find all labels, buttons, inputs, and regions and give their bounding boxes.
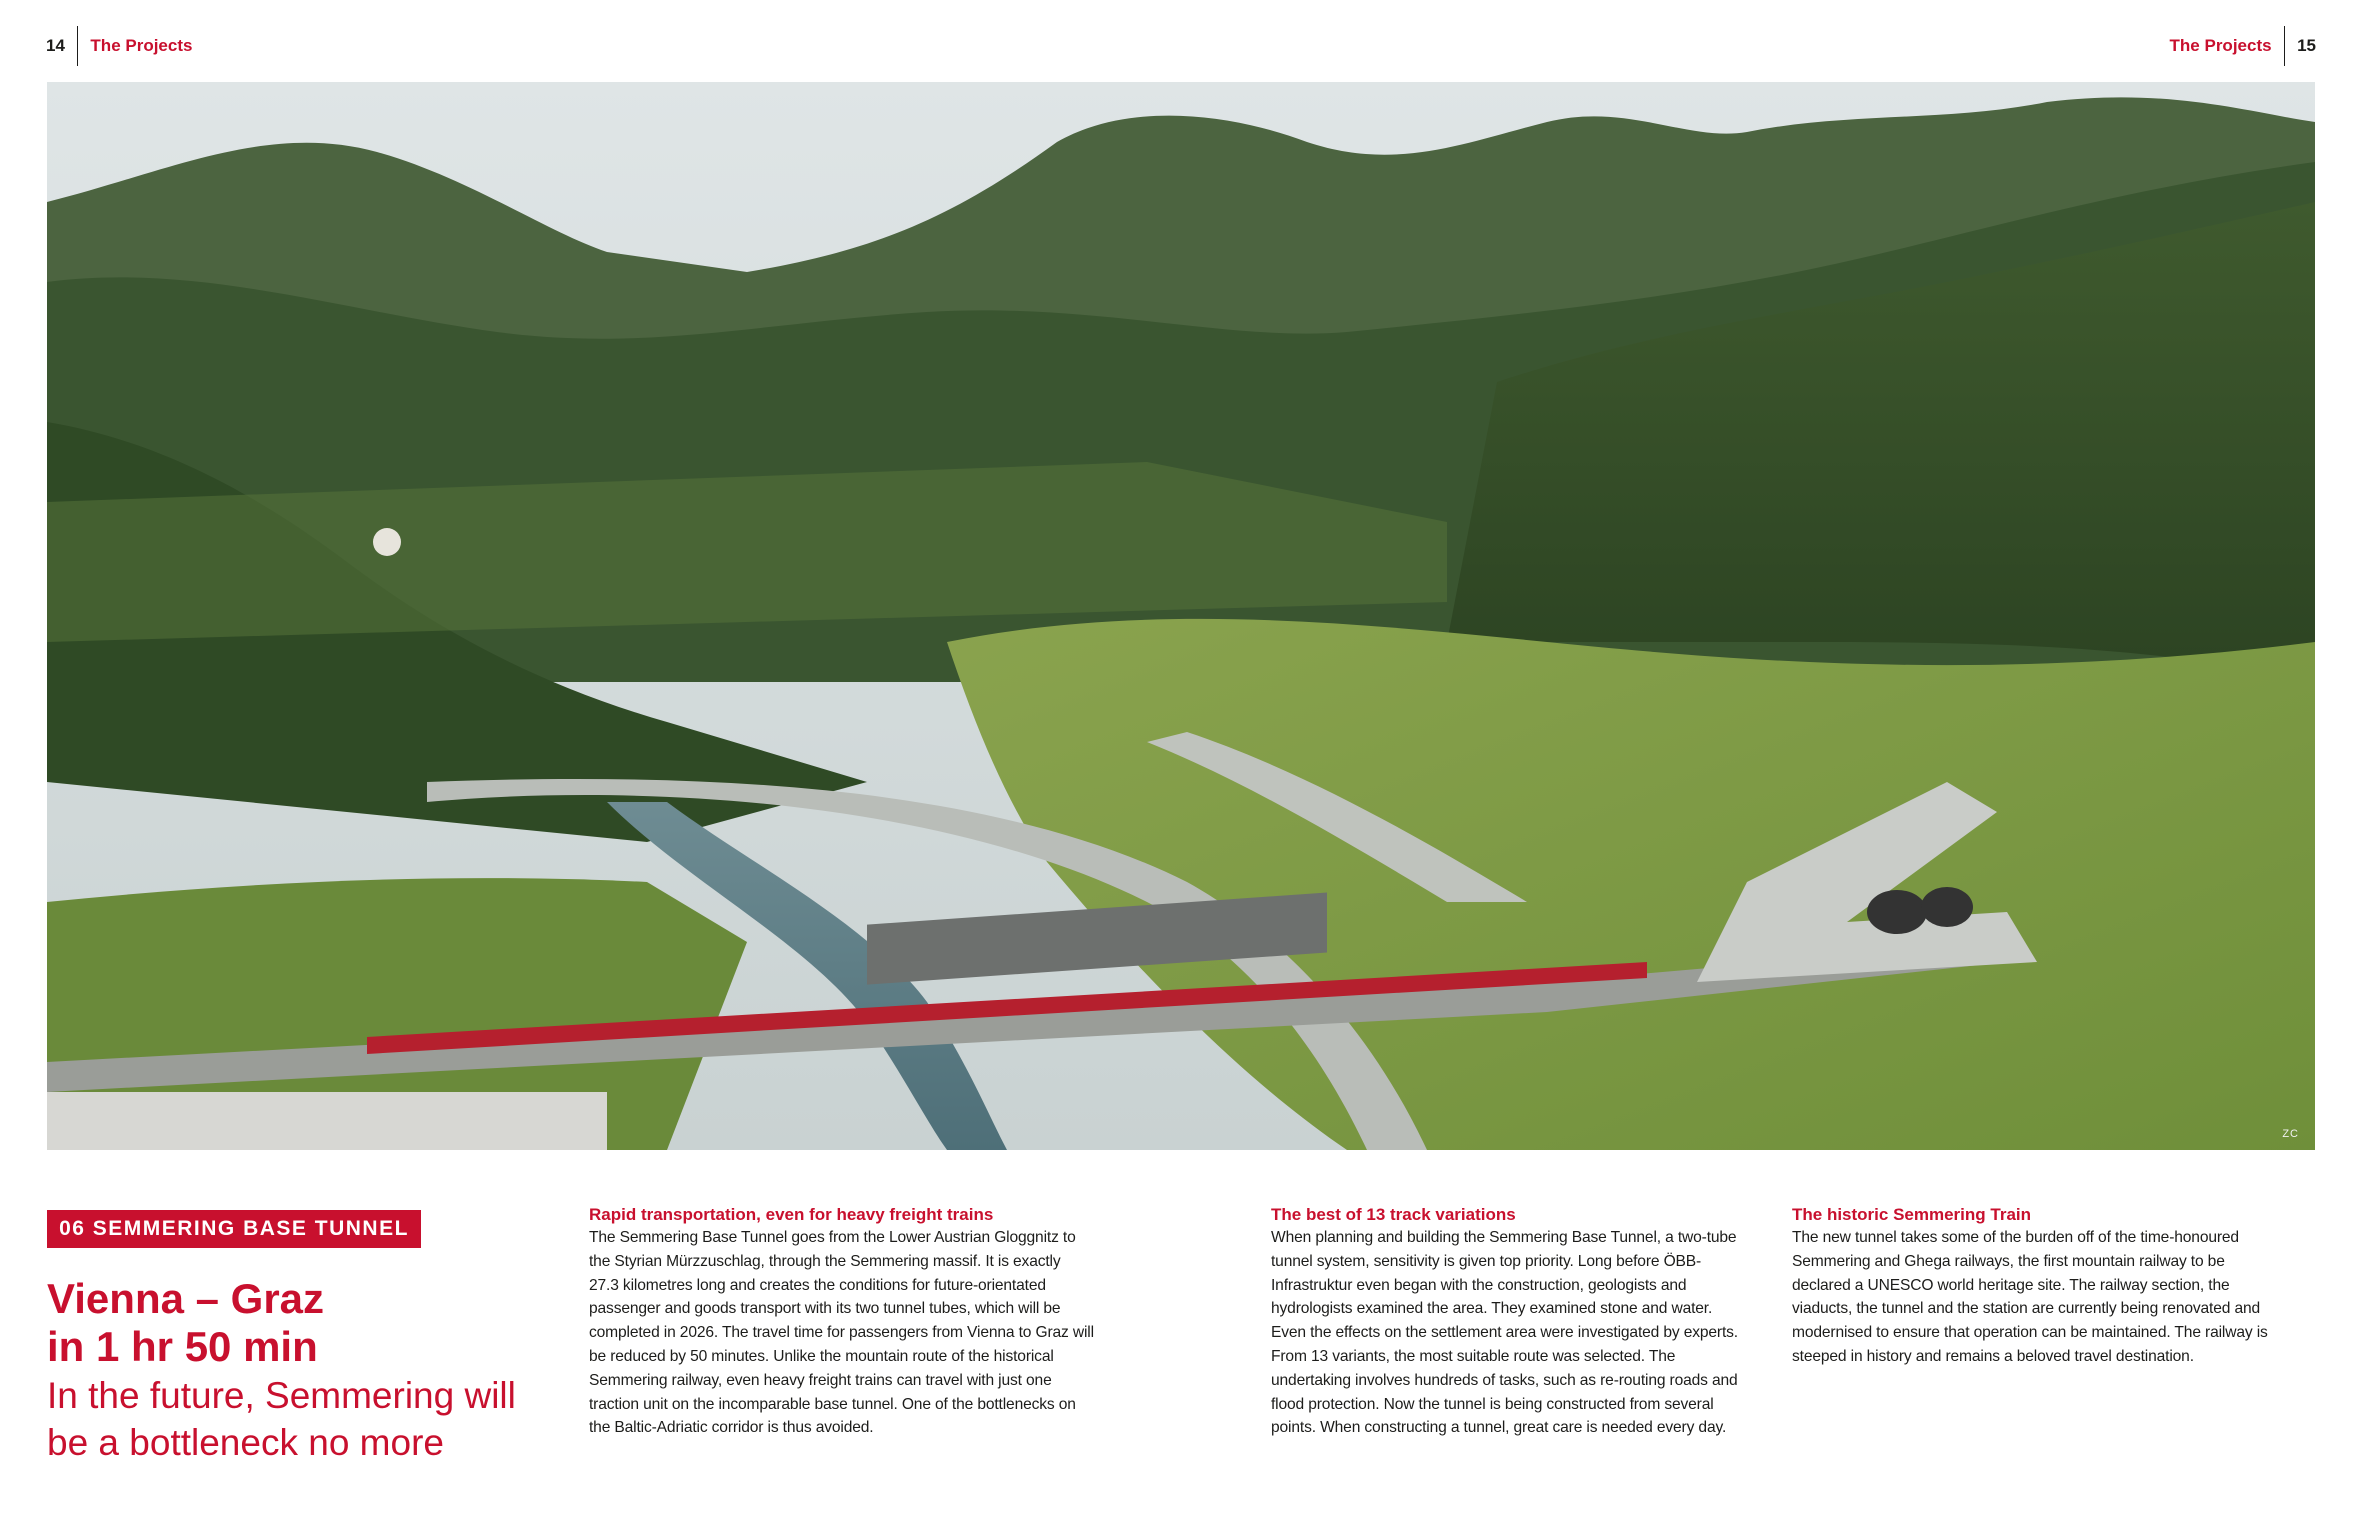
tunnel-entrance-right — [1921, 887, 1973, 927]
left-page-number: 14 — [46, 36, 65, 55]
text-column-1 — [589, 1204, 1094, 1440]
right-page-number: 15 — [2297, 36, 2316, 55]
text-column-2 — [1271, 1204, 1751, 1440]
left-section-title: The Projects — [90, 36, 193, 55]
tunnel-entrance-left — [1867, 890, 1927, 934]
construction-site — [47, 1092, 607, 1150]
column-body: The Semmering Base Tunnel goes from the Lower Austrian Gloggnitz to the Styrian Mürzzuschlag, through the Semmering massif. It is exactly 27.3 kilometres long and creates the conditions for future-orientated passenger and goods transport with its two tunnel tubes, which will be completed in 2026. The travel time for passengers from Vienna to Graz will be reduced by 50 minutes. Unlike the mountain route of the historical Semmering railway, even heavy freight trains can travel with just one traction unit on the incomparable base tunnel. One of the bottlenecks on the Baltic-Adriatic corridor is thus avoided. — [589, 1229, 1094, 1437]
text-column-3 — [1792, 1204, 2282, 1369]
photo-credit: ZC — [2282, 1128, 2299, 1140]
column-body: When planning and building the Semmering Base Tunnel, a two-tube tunnel system, sensitivity is given top priority. Long before ÖBB-Infrastruktur even began with the construction, geologists and hydrologists examined the area. They examined stone and water. Even the effects on the settlement area were investigated by experts. From 13 variants, the most suitable route was selected. The undertaking involves hundreds of tasks, such as re-routing roads and flood protection. Now the tunnel is being constructed from several points. When constructing a tunnel, great care is needed every day. — [1271, 1229, 1738, 1437]
headline — [47, 1275, 567, 1371]
column-heading: Rapid transportation, even for heavy freight trains — [589, 1205, 994, 1224]
subheadline: In the future, Semmering will be a bottleneck no more — [47, 1375, 516, 1463]
left-page-header — [46, 26, 192, 66]
tunnel-landscape-photo — [47, 82, 2315, 1150]
article-tag: 06 SEMMERING BASE TUNNEL — [47, 1210, 421, 1248]
right-section-title: The Projects — [2169, 36, 2272, 55]
header-divider — [77, 26, 79, 66]
headline-line-1: Vienna – Graz — [47, 1275, 325, 1322]
headline-line-2: in 1 hr 50 min — [47, 1323, 318, 1370]
header-divider — [2284, 26, 2286, 66]
landscape-illustration — [47, 82, 2315, 1150]
right-page-header — [2170, 26, 2316, 66]
column-heading: The best of 13 track variations — [1271, 1205, 1516, 1224]
column-heading: The historic Semmering Train — [1792, 1205, 2032, 1224]
column-body: The new tunnel takes some of the burden off of the time-honoured Semmering and Ghega railways, the first mountain railway to be declared a UNESCO world heritage site. The railway section, the viaducts, the tunnel and the station are currently being renovated and modernised to ensure that operation can be maintained. The railway is steeped in history and remains a beloved travel destination. — [1792, 1229, 2268, 1365]
church-tower — [373, 528, 401, 556]
